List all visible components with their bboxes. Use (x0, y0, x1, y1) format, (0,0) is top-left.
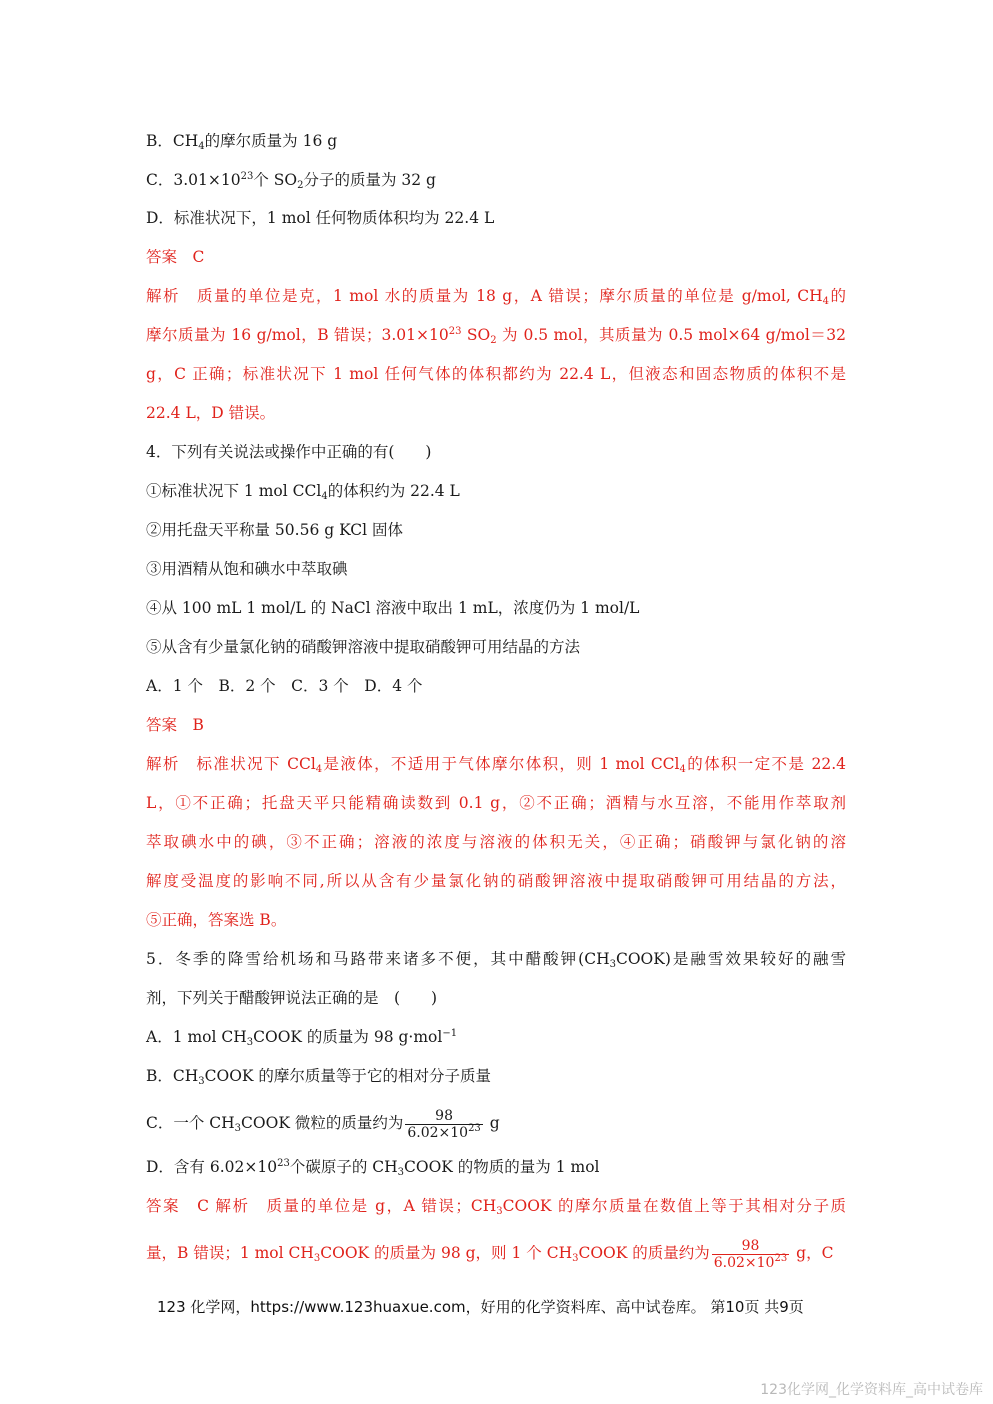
text: 个碳原子的 CH (289, 1158, 398, 1176)
q4-explanation-line-3: 萃取碘水中的碘，③不正确；溶液的浓度与溶液的体积无关，④正确；硝酸钾与氯化钠的溶 (146, 833, 846, 851)
text: 答案 C 解析 质量的单位是 g，A 错误；CH (146, 1197, 497, 1215)
subscript: 3 (234, 1123, 242, 1134)
superscript: 23 (277, 1158, 290, 1169)
q4-explanation-line-4: 解度受温度的影响不同,所以从含有少量氯化钠的硝酸钾溶液中提取硝酸钾可用结晶的方法， (146, 872, 846, 890)
fraction-denominator (712, 1254, 789, 1271)
q5-stem-line-2: 剂，下列关于醋酸钾说法正确的是 ( ) (146, 989, 438, 1007)
text: g (489, 1114, 500, 1132)
q5-answer-line-1 (146, 1196, 846, 1216)
subscript: 3 (572, 1253, 579, 1264)
text: 的体积一定不是 22.4 (685, 755, 846, 773)
subscript: 3 (496, 1206, 503, 1217)
q3-option-d: D．标准状况下，1 mol 任何物质体积均为 22.4 L (146, 209, 495, 227)
text: COOK)是融雪效果较好的融雪 (615, 950, 846, 968)
q4-explanation-line-5: ⑤正确，答案选 B。 (146, 911, 287, 929)
subscript: 2 (490, 335, 497, 346)
subscript: 3 (198, 1076, 205, 1087)
superscript: −1 (442, 1028, 458, 1039)
text: COOK 的质量为 98 g，则 1 个 CH (320, 1244, 573, 1262)
text: COOK 的质量约为 (578, 1244, 710, 1262)
q4-statement-3: ③用酒精从饱和碘水中萃取碘 (146, 560, 348, 578)
text: COOK 的摩尔质量在数值上等于其相对分子质 (502, 1197, 846, 1215)
fraction-denominator (405, 1124, 482, 1141)
subscript: 4 (198, 141, 205, 152)
q4-answer: 答案 B (146, 716, 204, 734)
text: 摩尔质量为 16 g/mol，B 错误；3.01×10 (146, 326, 449, 344)
q4-stem: 4．下列有关说法或操作中正确的有( ) (146, 443, 432, 461)
text: 的体积约为 22.4 L (327, 482, 460, 500)
text: D．含有 6.02×10 (146, 1158, 278, 1176)
subscript: 3 (609, 959, 616, 970)
text: g，C (796, 1244, 834, 1262)
text: 解析 质量的单位是克，1 mol 水的质量为 18 g，A 错误；摩尔质量的单位是 g/mol, CH (146, 287, 823, 305)
q4-statement-2: ②用托盘天平称量 50.56 g KCl 固体 (146, 521, 403, 539)
q5-option-d (146, 1157, 599, 1177)
q3-answer: 答案 C (146, 248, 205, 266)
q3-option-c (146, 170, 436, 190)
fraction (405, 1108, 482, 1141)
q4-explanation-line-2: L，①不正确；托盘天平只能精确读数到 0.1 g，②不正确；酒精与水互溶，不能用作萃取剂 (146, 794, 846, 812)
subscript: 4 (679, 764, 686, 775)
q3-explanation-line-4: 22.4 L，D 错误。 (146, 404, 276, 422)
text: A．1 mol CH (146, 1028, 247, 1046)
q5-option-a (146, 1027, 457, 1047)
q5-option-b (146, 1066, 491, 1086)
text: C．3.01×10 (146, 171, 241, 189)
watermark: 123化学网_化学资料库_高中试卷库 (760, 1382, 983, 1398)
text: COOK 的质量为 98 g·mol (253, 1028, 443, 1046)
q4-options: A．1 个 B．2 个 C．3 个 D．4 个 (146, 677, 423, 695)
superscript: 23 (448, 326, 462, 337)
subscript: 4 (822, 296, 829, 307)
superscript: 23 (468, 1122, 481, 1134)
text: 分子的质量为 32 g (303, 171, 436, 189)
subscript: 3 (246, 1037, 254, 1048)
text: 6.02×10 (713, 1254, 775, 1271)
subscript: 3 (397, 1167, 404, 1178)
q3-option-b (146, 131, 337, 151)
subscript: 4 (321, 491, 328, 502)
text: C．一个 CH (146, 1114, 235, 1132)
text: 量，B 错误；1 mol CH (146, 1244, 314, 1262)
q3-explanation-line-1 (146, 286, 846, 306)
superscript: 23 (774, 1252, 788, 1264)
text: 解析 标准状况下 CCl (146, 755, 316, 773)
fraction-numerator: 98 (435, 1107, 453, 1124)
text: COOK 的物质的量为 1 mol (404, 1158, 600, 1176)
q4-statement-4: ④从 100 mL 1 mol/L 的 NaCl 溶液中取出 1 mL，浓度仍为 1 mol/L (146, 599, 640, 617)
text: 6.02×10 (407, 1124, 469, 1141)
subscript: 3 (313, 1253, 321, 1264)
subscript: 4 (315, 764, 323, 775)
q3-explanation-line-2 (146, 325, 846, 345)
text: ①标准状况下 1 mol CCl (146, 482, 322, 500)
q4-statement-1 (146, 481, 460, 501)
text: 5．冬季的降雪给机场和马路带来诸多不便，其中醋酸钾(CH (146, 950, 610, 968)
text: B．CH (146, 1067, 199, 1085)
subscript: 2 (297, 180, 304, 191)
q5-answer-line-2 (146, 1232, 833, 1274)
superscript: 23 (240, 171, 254, 182)
fraction-numerator: 98 (741, 1237, 760, 1254)
q3-explanation-line-3: g，C 正确；标准状况下 1 mol 任何气体的体积都约为 22.4 L，但液态和固态物质的体积不是 (146, 365, 846, 383)
q4-statement-5: ⑤从含有少量氯化钠的硝酸钾溶液中提取硝酸钾可用结晶的方法 (146, 638, 581, 656)
text: 为 0.5 mol，其质量为 0.5 mol×64 g/mol＝32 (496, 326, 847, 344)
text: B．CH (146, 132, 199, 150)
text: 的 (828, 287, 846, 305)
text: 是液体，不适用于气体摩尔体积，则 1 mol CCl (322, 755, 680, 773)
text: SO (461, 326, 491, 344)
text: COOK 的摩尔质量等于它的相对分子质量 (204, 1067, 491, 1085)
page-footer: 123 化学网，https://www.123huaxue.com，好用的化学资料库、高中试卷库。 第10页 共9页 (157, 1298, 804, 1316)
q5-stem-line-1 (146, 949, 846, 969)
q5-option-c (146, 1102, 500, 1144)
q4-explanation-line-1 (146, 754, 846, 774)
text: 的摩尔质量为 16 g (204, 132, 338, 150)
fraction (712, 1238, 789, 1271)
text: 个 SO (253, 171, 298, 189)
text: COOK 微粒的质量约为 (241, 1114, 404, 1132)
